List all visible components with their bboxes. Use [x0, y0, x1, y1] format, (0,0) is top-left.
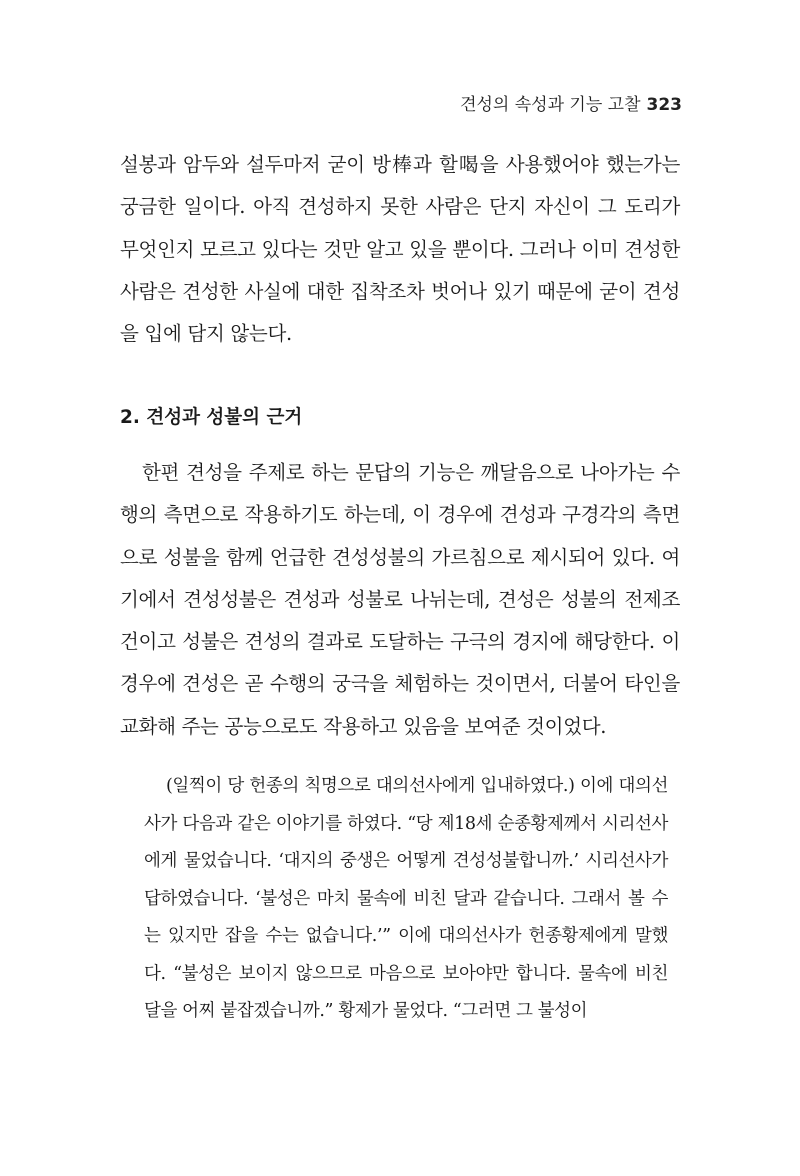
body-paragraph: 설봉과 암두와 설두마저 굳이 방棒과 할喝을 사용했어야 했는가는 궁금한 일이다. 아직 견성하지 못한 사람은 단지 자신이 그 도리가 무엇인지 모르고 있다는 것만 알고 있을 뿐이다. 그러나 이미 견성한 사람은 견성한 사실에 대한 집착조차 벗어나 있기 때문에 굳이 견성을 입에 담지 않는다. [120, 153, 680, 346]
body-paragraph-1-block [120, 144, 680, 355]
running-title: 견성의 속성과 기능 고찰 [460, 95, 641, 115]
quotation-block [144, 768, 668, 1031]
section-heading-block [120, 404, 680, 432]
running-header [460, 90, 682, 115]
block-quotation: (일찍이 당 헌종의 칙명으로 대의선사에게 입내하였다.) 이에 대의선사가 다음과 같은 이야기를 하였다. “당 제18세 순종황제께서 시리선사에게 물었습니다. ‘대지의 중생은 어떻게 견성성불합니까.’ 시리선사가 답하였습니다. ‘불성은 마치 물속에 비친 달과 같습니다. 그래서 볼 수는 있지만 잡을 수는 없습니다.’” 이에 대의선사가 헌종황제에게 말했다. “불성은 보이지 않으므로 마음으로 보아야만 합니다. 물속에 비친 달을 어찌 붙잡겠습니까.” 황제가 물었다. “그러면 그 불성이 [144, 776, 668, 1021]
body-paragraph-2-block [120, 452, 680, 748]
section-heading: 2. 견성과 성불의 근거 [120, 407, 303, 428]
page-number: 323 [646, 95, 682, 115]
body-paragraph: 한편 견성을 주제로 하는 문답의 기능은 깨달음으로 나아가는 수행의 측면으로 작용하기도 하는데, 이 경우에 견성과 구경각의 측면으로 성불을 함께 언급한 견성성불의 가르침으로 제시되어 있다. 여기에서 견성성불은 견성과 성불로 나뉘는데, 견성은 성불의 전제조건이고 성불은 견성의 결과로 도달하는 구극의 경지에 해당한다. 이 경우에 견성은 곧 수행의 궁극을 체험하는 것이면서, 더불어 타인을 교화해 주는 공능으로도 작용하고 있음을 보여준 것이었다. [120, 461, 680, 738]
